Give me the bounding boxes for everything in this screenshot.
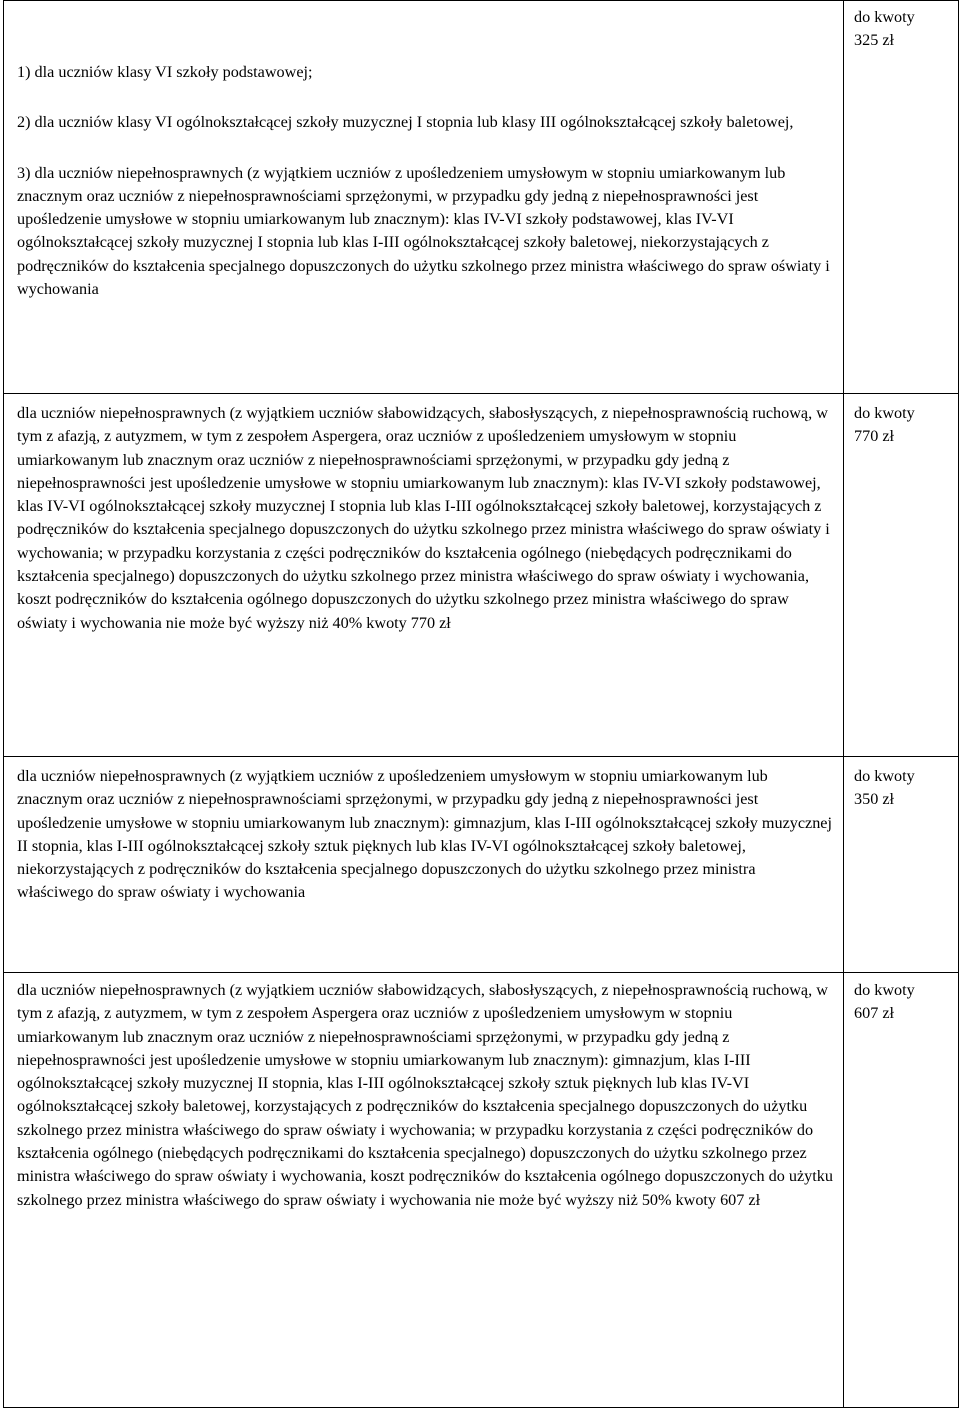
table-row xyxy=(4,973,959,1408)
amount-value: 770 zł xyxy=(854,427,895,446)
row-amount-cell xyxy=(844,973,959,1408)
row-description-cell xyxy=(4,973,844,1408)
row-amount-cell xyxy=(844,1,959,394)
row-paragraph: 3) dla uczniów niepełnosprawnych (z wyjątkiem uczniów z upośledzeniem umysłowym w stopniu umiarkowanym lub znacznym oraz uczniów z niepełnosprawnościami sprzężonymi, w przypadku gdy jedną z niepełnosprawności jest upośledzenie umysłowe w stopniu umiarkowanym lub znacznym): klas IV-VI szkoły podstawowej, klas IV-VI ogólnokształcącej szkoły muzycznej I stopnia lub klas I-III ogólnokształcącej szkoły baletowej, niekorzystających z podręczników do kształcenia specjalnego dopuszczonych do użytku szkolnego przez ministra właściwego do spraw oświaty i wychowania xyxy=(17,163,830,299)
row-description-cell xyxy=(4,394,844,757)
row-paragraph: dla uczniów niepełnosprawnych (z wyjątkiem uczniów słabowidzących, słabosłyszących, z niepełnosprawnością ruchową, w tym z afazją, z autyzmem, w tym z zespołem Aspergera oraz uczniów z upośledzeniem umysłowym w stopniu umiarkowanym lub znacznym oraz uczniów z niepełnosprawnościami sprzężonymi, w przypadku gdy jedną z niepełnosprawności jest upośledzenie umysłowe w stopniu umiarkowanym lub znacznym): gimnazjum, klas I-III ogólnokształcącej szkoły muzycznej II stopnia, klas I-III ogólnokształcącej szkoły sztuk pięknych lub klas IV-VI ogólnokształcącej szkoły baletowej, korzystających z podręczników do kształcenia specjalnego dopuszczonych do użytku szkolnego przez ministra właściwego do spraw oświaty i wychowania; w przypadku korzystania z części podręczników do kształcenia ogólnego (niebędących podręcznikami do kształcenia specjalnego) dopuszczonych do użytku szkolnego przez ministra właściwego do spraw oświaty i wychowania, koszt podręczników do kształcenia ogólnego dopuszczonych do użytku szkolnego przez ministra właściwego do spraw oświaty i wychowania nie może być wyższy niż 50% kwoty 607 zł xyxy=(17,981,833,1209)
row-paragraph: 2) dla uczniów klasy VI ogólnokształcącej szkoły muzycznej I stopnia lub klasy III ogólnokształcącej szkoły baletowej, xyxy=(17,113,794,132)
amount-prefix: do kwoty xyxy=(854,404,915,422)
amount-value: 325 zł xyxy=(854,31,895,50)
table-row xyxy=(4,394,959,757)
row-paragraph: dla uczniów niepełnosprawnych (z wyjątkiem uczniów słabowidzących, słabosłyszących, z niepełnosprawnością ruchową, w tym z afazją, z autyzmem, w tym z zespołem Aspergera, oraz uczniów z upośledzeniem umysłowym w stopniu umiarkowanym lub znacznym oraz uczniów z niepełnosprawnościami sprzężonymi, w przypadku gdy jedną z niepełnosprawności jest upośledzenie umysłowe w stopniu umiarkowanym lub znacznym): klas IV-VI szkoły podstawowej, klas IV-VI ogólnokształcącej szkoły muzycznej I stopnia lub klas I-III ogólnokształcącej szkoły baletowej, korzystających z podręczników do kształcenia specjalnego dopuszczonych do użytku szkolnego przez ministra właściwego do spraw oświaty i wychowania; w przypadku korzystania z części podręczników do kształcenia ogólnego (niebędących podręcznikami do kształcenia specjalnego) dopuszczonych do użytku szkolnego przez ministra właściwego do spraw oświaty i wychowania, koszt podręczników do kształcenia ogólnego dopuszczonych do użytku szkolnego przez ministra właściwego do spraw oświaty i wychowania nie może być wyższy niż 40% kwoty 770 zł xyxy=(17,404,830,632)
amount-prefix: do kwoty xyxy=(854,981,915,999)
table-row xyxy=(4,757,959,973)
amount-value: 350 zł xyxy=(854,790,895,809)
table-row xyxy=(4,1,959,394)
amount-prefix: do kwoty xyxy=(854,8,915,26)
row-description-cell xyxy=(4,1,844,394)
amount-prefix: do kwoty xyxy=(854,767,915,785)
allowance-table xyxy=(3,0,959,1408)
row-amount-cell xyxy=(844,757,959,973)
row-description-cell xyxy=(4,757,844,973)
row-amount-cell xyxy=(844,394,959,757)
row-paragraph: 1) dla uczniów klasy VI szkoły podstawowej; xyxy=(17,63,313,81)
row-paragraph: dla uczniów niepełnosprawnych (z wyjątkiem uczniów z upośledzeniem umysłowym w stopniu umiarkowanym lub znacznym oraz uczniów z niepełnosprawnościami sprzężonymi, w przypadku gdy jedną z niepełnosprawności jest upośledzenie umysłowe w stopniu umiarkowanym lub znacznym): gimnazjum, klas I-III ogólnokształcącej szkoły muzycznej II stopnia, klas I-III ogólnokształcącej szkoły sztuk pięknych lub klas IV-VI ogólnokształcącej szkoły baletowej, niekorzystających z podręczników do kształcenia specjalnego dopuszczonych do użytku szkolnego przez ministra właściwego do spraw oświaty i wychowania xyxy=(17,767,832,902)
amount-value: 607 zł xyxy=(854,1004,895,1023)
